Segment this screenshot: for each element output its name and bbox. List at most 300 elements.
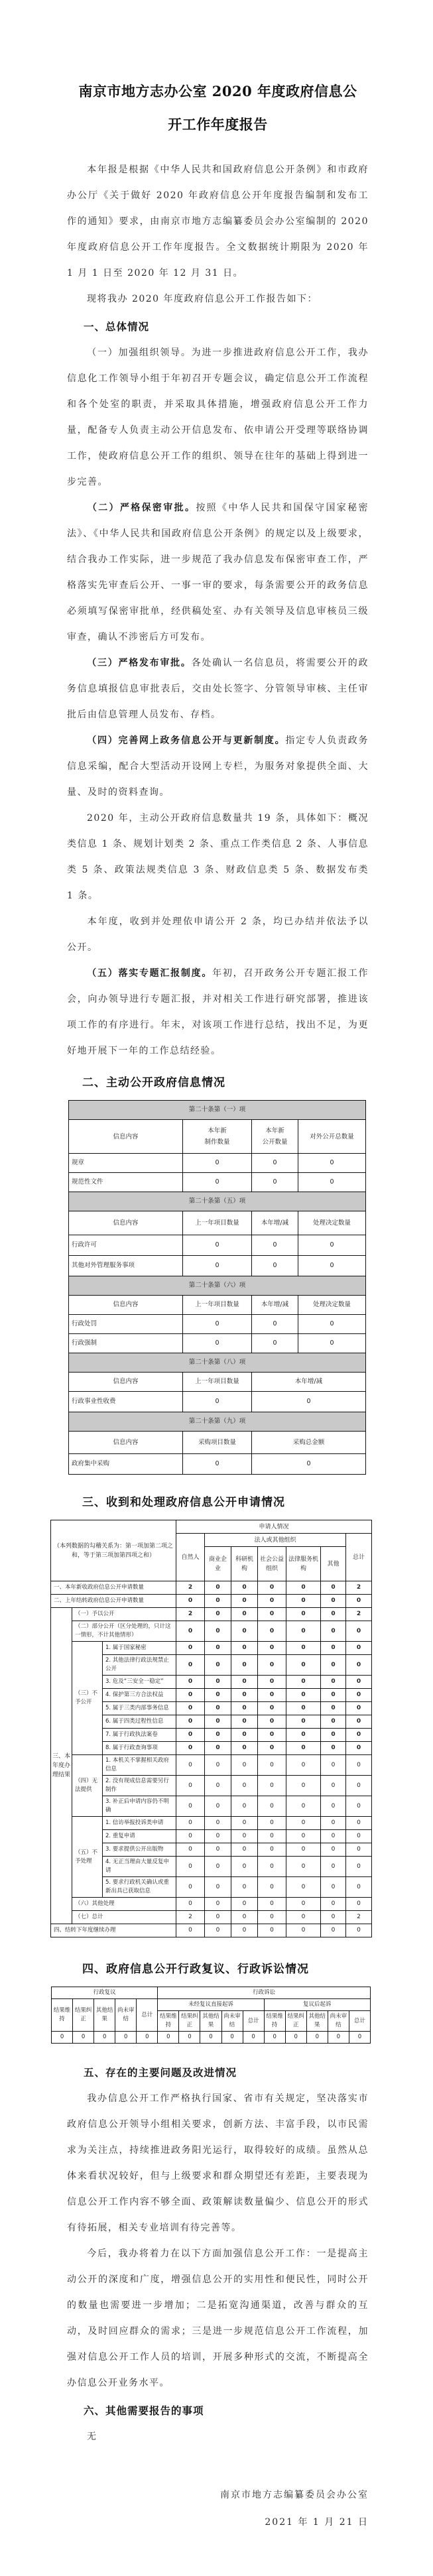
row-label: 3. 要求提供公开出版物 [103, 1843, 176, 1857]
value-cell: 0 [321, 1642, 346, 1655]
value-cell: 0 [137, 2032, 158, 2044]
value-cell: 0 [205, 1621, 231, 1642]
intro-paragraph [67, 157, 369, 286]
value-cell: 0 [349, 2032, 370, 2044]
value-cell: 0 [231, 1729, 258, 1742]
value-cell: 0 [205, 1924, 231, 1937]
value-cell: 0 [205, 1776, 231, 1796]
t6-cell: 行政处罚 [69, 1315, 183, 1334]
row-label: 3. 危及“三安全一稳定” [103, 1676, 176, 1689]
value-cell: 0 [176, 1776, 205, 1796]
col-header: 总计 [349, 2011, 370, 2032]
t5-header: 处理决定数量 [298, 1211, 366, 1235]
signature-org: 南京市地方志编纂委员会办公室 [220, 2490, 369, 2500]
value-cell: 0 [258, 1776, 286, 1796]
row-label: 2. 重复申请 [103, 1830, 176, 1843]
value-cell: 0 [321, 1857, 346, 1877]
value-cell: 0 [179, 2032, 200, 2044]
value-cell: 0 [258, 1857, 286, 1877]
value-cell: 0 [221, 2032, 243, 2044]
section1-heading: 一、总体情况 [84, 321, 150, 333]
row-label: 2. 其他法律行政法规禁止公开 [103, 1655, 176, 1676]
value-cell: 2 [176, 1608, 205, 1621]
intro2-paragraph [67, 286, 369, 312]
row-label: （二）部分公开（区分处理的，只计这一情形，不计其他情形） [72, 1621, 176, 1642]
value-cell: 0 [176, 1621, 205, 1642]
value-cell: 0 [231, 1595, 258, 1608]
value-cell: 0 [176, 1817, 205, 1830]
report-title [67, 75, 369, 141]
signature-block [67, 2482, 369, 2536]
row-label: （一）予以公开 [72, 1608, 176, 1621]
col-header: 科研机构 [231, 1547, 258, 1581]
value-cell: 0 [258, 1715, 286, 1729]
row-label: 2. 没有现成信息需要另行制作 [103, 1776, 176, 1796]
stats-paragraph [67, 806, 369, 909]
value-cell: 0 [286, 1676, 321, 1689]
value-cell: 0 [205, 1742, 231, 1755]
value-cell: 0 [286, 1830, 321, 1843]
value-cell: 0 [115, 2032, 137, 2044]
section1-item1 [67, 340, 369, 495]
value-cell: 0 [231, 1676, 258, 1689]
value-cell: 0 [286, 1702, 321, 1715]
col-header: 结果维持 [158, 2011, 179, 2032]
t8-caption: 第二十条第（八）项 [69, 1353, 366, 1373]
value-cell: 0 [286, 1857, 321, 1877]
section5-paragraph1 [67, 2086, 369, 2241]
report-title-line1: 南京市地方志办公室 2020 年度政府信息公 [78, 83, 357, 99]
row-label: 4. 无正当理由大量反复申请 [103, 1857, 176, 1877]
value-cell: 0 [286, 1924, 321, 1937]
col-header: 其他结果 [200, 2011, 221, 2032]
value-cell: 0 [258, 1621, 286, 1642]
value-cell: 0 [205, 1817, 231, 1830]
value-cell: 2 [346, 1608, 372, 1621]
intro-text: 本年报是根据《中华人民共和国政府信息公开条例》和市政府办公厅《关于做好 2020 年政府信息公开年度报告编制和发布工作的通知》要求，由南京市地方志编纂委员会办公室编制的 2020 年度政府信息公开工作年度报告。全文数据统计期限为 2020 年 1 月 1 日至 2020 年 12 月 31 日。 [67, 164, 369, 278]
value-cell: 0 [158, 2032, 179, 2044]
value-cell: 0 [231, 1898, 258, 1911]
t6-cell: 0 [183, 1315, 252, 1334]
review-header: 行政复议 [52, 1987, 158, 1999]
report-title-line2: 开工作年度报告 [168, 116, 268, 133]
value-cell: 0 [264, 2032, 285, 2044]
value-cell: 0 [176, 1843, 205, 1857]
value-cell: 0 [205, 1729, 231, 1742]
value-cell: 0 [205, 1689, 231, 1702]
section2-heading: 二、主动公开政府信息情况 [82, 1076, 225, 1089]
t6-cell: 0 [252, 1334, 298, 1353]
t6-cell: 0 [252, 1315, 298, 1334]
intro2-text: 现将我办 2020 年度政府信息公开工作报告如下： [87, 294, 318, 304]
value-cell: 0 [321, 1676, 346, 1689]
value-cell: 0 [258, 1924, 286, 1937]
table-row [69, 1315, 366, 1334]
t1-cell: 0 [298, 1154, 366, 1173]
row-label: 5. 属于三类内部事务信息 [103, 1702, 176, 1715]
value-cell: 0 [346, 1857, 372, 1877]
table-row [51, 1817, 372, 1830]
row-label: 8. 属于行政查询事项 [103, 1742, 176, 1755]
value-cell: 0 [286, 1655, 321, 1676]
value-cell: 0 [321, 1595, 346, 1608]
value-cell: 2 [346, 1581, 372, 1595]
table-row [51, 1581, 372, 1595]
value-cell: 0 [258, 1689, 286, 1702]
value-cell: 0 [321, 1898, 346, 1911]
row-label: （六）其他处理 [72, 1898, 176, 1911]
col-header: 社会公益组织 [258, 1547, 286, 1581]
value-cell: 0 [231, 1581, 258, 1595]
t1-cell: 规章 [69, 1154, 183, 1173]
value-cell: 0 [231, 1877, 258, 1898]
item1-text: 为进一步推进政府信息公开工作，我办信息化工作领导小组于年初召开专题会议，确定信息公开工作流程和各个处室的职责，并采取具体措施，增强政府信息公开工作力量，配备专人负责主动公开信息发布、依申请公开受理等联络协调工作，使政府信息公开工作的组织、领导在往年的基础上得到进一步完善。 [67, 347, 369, 487]
value-cell: 0 [285, 2032, 306, 2044]
table-row [51, 1924, 372, 1937]
col-header: 结果纠正 [179, 2011, 200, 2032]
value-cell: 0 [286, 1898, 321, 1911]
t9-cell: 政府集中采购 [69, 1454, 183, 1475]
group-label: 三、本年度办理结果 [51, 1608, 72, 1924]
value-cell: 0 [176, 1877, 205, 1898]
col-header: 其他结果 [94, 1999, 115, 2032]
row-label: 二、上年结转政府信息公开申请数量 [51, 1595, 176, 1608]
col-header: 总计 [243, 2011, 264, 2032]
proactive-disclosure-table [68, 1100, 366, 1475]
item2-text: 按照《中华人民共和国保守国家秘密法》、《中华人民共和国政府信息公开条例》的规定以及上级要求，结合我办工作实际，进一步规范了我办信息发布保密审查工作，严格落实先审查后公开、一事一审的要求，每条需要公开的政务信息必须填写保密审批单，经供稿处室、办有关领导及信息审核员三级审查，确认不涉密后方可发布。 [67, 503, 369, 643]
value-cell: 0 [321, 1715, 346, 1729]
col-header: 总计 [137, 1999, 158, 2032]
t5-cell: 0 [298, 1235, 366, 1256]
value-cell: 0 [321, 1581, 346, 1595]
table-row [51, 1608, 372, 1621]
value-cell: 0 [200, 2032, 221, 2044]
row-label: 6. 属于四类过程性信息 [103, 1715, 176, 1729]
value-cell: 0 [176, 1924, 205, 1937]
value-cell: 0 [321, 1608, 346, 1621]
value-cell: 0 [94, 2032, 115, 2044]
t6-cell: 行政强制 [69, 1334, 183, 1353]
table-row [51, 1898, 372, 1911]
value-cell: 0 [231, 1924, 258, 1937]
value-cell: 2 [346, 1911, 372, 1924]
t9-cell: 0 [183, 1454, 252, 1475]
value-cell: 0 [205, 1595, 231, 1608]
value-cell: 0 [258, 1796, 286, 1817]
col-header: 尚未审结 [221, 2011, 243, 2032]
value-cell: 0 [258, 1702, 286, 1715]
row-label: 7. 属于行政执法案卷 [103, 1729, 176, 1742]
value-cell: 0 [231, 1621, 258, 1642]
value-cell: 0 [205, 1755, 231, 1776]
corner-note: （本列数据的勾稽关系为：第一项加第二项之和，等于第三项加第四项之和） [51, 1520, 176, 1581]
value-cell: 0 [205, 1642, 231, 1655]
section1-item3 [67, 650, 369, 728]
value-cell: 0 [258, 1911, 286, 1924]
application-handling-table [50, 1520, 372, 1937]
table-row [69, 1235, 366, 1256]
t5-cell: 0 [298, 1256, 366, 1276]
value-cell: 0 [205, 1857, 231, 1877]
table-row [51, 1621, 372, 1642]
t6-header: 上一年项目数量 [183, 1296, 252, 1315]
value-cell: 0 [205, 1715, 231, 1729]
value-cell: 0 [231, 1776, 258, 1796]
col-header: 结果纠正 [285, 2011, 306, 2032]
subgroup-label: （五）不予处理 [72, 1817, 103, 1898]
section3-heading: 三、收到和处理政府信息公开申请情况 [82, 1496, 285, 1509]
value-cell: 0 [231, 1857, 258, 1877]
value-cell: 0 [321, 1924, 346, 1937]
value-cell: 0 [231, 1843, 258, 1857]
value-cell: 0 [306, 2032, 328, 2044]
value-cell: 0 [328, 2032, 349, 2044]
t6-header: 信息内容 [69, 1296, 183, 1315]
value-cell: 0 [346, 1742, 372, 1755]
value-cell: 0 [286, 1776, 321, 1796]
t1-cell: 0 [252, 1154, 298, 1173]
t1-header: 信息内容 [69, 1120, 183, 1154]
value-cell: 0 [258, 1817, 286, 1830]
section1-item4 [67, 728, 369, 806]
value-cell: 0 [346, 1924, 372, 1937]
value-cell: 0 [176, 1655, 205, 1676]
review-litigation-table [51, 1987, 371, 2044]
value-cell: 0 [258, 1595, 286, 1608]
row-label: 1. 属于国家秘密 [103, 1642, 176, 1655]
value-cell: 0 [346, 1655, 372, 1676]
t8-header: 信息内容 [69, 1373, 183, 1392]
t8-header: 上一年项目数量 [183, 1373, 252, 1392]
table-row [52, 2032, 371, 2044]
value-cell: 0 [231, 1689, 258, 1702]
t9-header: 信息内容 [69, 1432, 183, 1454]
table-row [51, 1755, 372, 1776]
value-cell: 0 [231, 1817, 258, 1830]
t5-cell: 行政许可 [69, 1235, 183, 1256]
table-row [51, 1642, 372, 1655]
value-cell: 0 [321, 1729, 346, 1742]
value-cell: 0 [346, 1898, 372, 1911]
col-header: 尚未审结 [115, 1999, 137, 2032]
apply-paragraph [67, 909, 369, 961]
t5-header: 本年增/减 [252, 1211, 298, 1235]
t8-cell: 0 [183, 1392, 252, 1412]
value-cell: 0 [258, 1898, 286, 1911]
t5-header: 信息内容 [69, 1211, 183, 1235]
value-cell: 0 [321, 1742, 346, 1755]
value-cell: 0 [176, 1689, 205, 1702]
value-cell: 0 [321, 1755, 346, 1776]
value-cell: 0 [346, 1729, 372, 1742]
value-cell: 0 [205, 1608, 231, 1621]
row-label: 1. 本机关不掌握相关政府信息 [103, 1755, 176, 1776]
col-header: 法律服务机构 [286, 1547, 321, 1581]
value-cell: 0 [231, 1715, 258, 1729]
value-cell: 0 [321, 1877, 346, 1898]
table-row [69, 1173, 366, 1192]
after-review-header: 复议后起诉 [264, 1999, 370, 2011]
value-cell: 0 [346, 1776, 372, 1796]
value-cell: 0 [258, 1608, 286, 1621]
section5-p1-text: 我办信息公开工作严格执行国家、省市有关规定，坚决落实市政府信息公开领导小组相关要求，创新方法、丰富手段，以市民需求为关注点，持续推进政务阳光运行，取得较好的成绩。虽然从总体来看状况较好，但与上级要求和群众期望还有差距，主要表现为信息公开工作内容不够全面、政策解读数量偏少、信息公开的形式有待拓展，相关专业培训有待完善等。 [67, 2093, 369, 2233]
value-cell: 0 [258, 1843, 286, 1857]
table-row [69, 1392, 366, 1412]
item4-lead: （四）完善网上政务信息公开与更新制度。 [87, 735, 286, 746]
t1-cell: 0 [252, 1173, 298, 1192]
stats-text: 2020 年，主动公开政府信息数量共 19 条，具体如下：概况类信息 1 条、规划计划类 2 条、重点工作类信息 2 条、人事信息类 5 条、政策法规类信息 3 条、财政信息类 5 条、数据发布类 1 条。 [67, 813, 369, 901]
value-cell: 0 [205, 1581, 231, 1595]
t5-cell: 0 [183, 1256, 252, 1276]
value-cell: 0 [346, 1642, 372, 1655]
item3-lead: （三）严格发布审批。 [87, 658, 192, 668]
value-cell: 0 [231, 1796, 258, 1817]
value-cell: 0 [258, 1655, 286, 1676]
value-cell: 0 [286, 1608, 321, 1621]
value-cell: 0 [346, 1877, 372, 1898]
value-cell: 0 [176, 1742, 205, 1755]
t6-header: 本年增/减 [252, 1296, 298, 1315]
value-cell: 0 [258, 1877, 286, 1898]
t8-header: 本年增/减 [252, 1373, 366, 1392]
value-cell: 0 [52, 2032, 73, 2044]
value-cell: 0 [321, 1911, 346, 1924]
table-row [51, 1911, 372, 1924]
section6-heading: 六、其他需要报告的事项 [84, 2405, 204, 2417]
value-cell: 0 [286, 1796, 321, 1817]
value-cell: 0 [286, 1642, 321, 1655]
row-label: 1. 信访举报投诉类申请 [103, 1817, 176, 1830]
item2-lead: （二）严格保密审批。 [87, 503, 196, 513]
t9-caption: 第二十条第（九）项 [69, 1412, 366, 1432]
value-cell: 0 [231, 1830, 258, 1843]
value-cell: 0 [258, 1755, 286, 1776]
value-cell: 0 [73, 2032, 94, 2044]
value-cell: 0 [205, 1830, 231, 1843]
item4-text: 指定专人负责政务信息采编，配合大型活动开设网上专栏，为服务对象提供全面、大量、及时的资料查询。 [67, 735, 369, 798]
t1-header: 本年新 制作数量 [183, 1120, 252, 1154]
col-header: 其他结果 [306, 2011, 328, 2032]
value-cell: 0 [205, 1676, 231, 1689]
value-cell: 0 [346, 1689, 372, 1702]
t5-header: 上一年项目数量 [183, 1211, 252, 1235]
value-cell: 2 [176, 1911, 205, 1924]
t9-cell: 0 [252, 1454, 366, 1475]
value-cell: 0 [258, 1581, 286, 1595]
row-label: 4. 保护第三方合法权益 [103, 1689, 176, 1702]
col-header: 尚未审结 [328, 2011, 349, 2032]
direct-suit-header: 未经复议直接起诉 [158, 1999, 264, 2011]
value-cell: 0 [258, 1642, 286, 1655]
value-cell: 0 [205, 1655, 231, 1676]
t5-cell: 0 [252, 1235, 298, 1256]
value-cell: 0 [286, 1843, 321, 1857]
section6-text: 无 [87, 2431, 97, 2442]
section1-item5 [67, 961, 369, 1064]
value-cell: 0 [176, 1857, 205, 1877]
value-cell: 0 [205, 1911, 231, 1924]
section4-heading: 四、政府信息公开行政复议、行政诉讼情况 [82, 1963, 309, 1976]
t9-header: 采购总金额 [252, 1432, 366, 1454]
t1-header: 对外公开总数量 [298, 1120, 366, 1154]
subgroup-label: （三）不予公开 [72, 1642, 103, 1755]
value-cell: 0 [346, 1595, 372, 1608]
value-cell: 0 [286, 1729, 321, 1742]
row-label: （七）总计 [72, 1911, 176, 1924]
t9-header: 采购项目数量 [183, 1432, 252, 1454]
value-cell: 0 [321, 1796, 346, 1817]
t1-cell: 规范性文件 [69, 1173, 183, 1192]
value-cell: 0 [243, 2032, 264, 2044]
value-cell: 0 [286, 1877, 321, 1898]
t6-header: 处理决定数量 [298, 1296, 366, 1315]
t8-cell: 0 [252, 1392, 366, 1412]
col-header: 结果维持 [264, 2011, 285, 2032]
value-cell: 0 [286, 1595, 321, 1608]
section6-paragraph [67, 2424, 369, 2450]
value-cell: 0 [176, 1898, 205, 1911]
section5-p2-text: 今后，我办将着力在以下方面加强信息公开工作：一是提高主动公开的深度和广度，增强信息公开的实用性和便民性，同时公开的数量也需要进一步增加；二是拓宽沟通渠道，改善与群众的互动，及时回应群众的需求；三是进一步规范信息公开工作流程，加强对信息公开工作人员的培训，开展多种形式的交流，不断提高全办信息公开业务水平。 [67, 2248, 369, 2388]
table-row [69, 1256, 366, 1276]
value-cell: 0 [321, 1689, 346, 1702]
col-header: 商业企业 [205, 1547, 231, 1581]
value-cell: 0 [321, 1817, 346, 1830]
value-cell: 0 [346, 1817, 372, 1830]
item3-text: 各处确认一名信息员，将需要公开的政务信息填报信息审批表后，交由处长签字、分管领导审核、主任审批后由信息管理人员发布、存档。 [67, 658, 369, 720]
t6-caption: 第二十条第（六）项 [69, 1276, 366, 1296]
table-row [69, 1154, 366, 1173]
legal-entity-header: 法人或其他组织 [205, 1534, 346, 1547]
t1-cell: 0 [183, 1154, 252, 1173]
value-cell: 0 [205, 1898, 231, 1911]
table-row [51, 1595, 372, 1608]
row-label: 一、本年新收政府信息公开申请数量 [51, 1581, 176, 1595]
col-header: 结果维持 [52, 1999, 73, 2032]
apply-text: 本年度，收到并处理依申请公开 2 条，均已办结并依法予以公开。 [67, 916, 369, 953]
value-cell: 0 [321, 1702, 346, 1715]
t1-caption: 第二十条第（一）项 [69, 1101, 366, 1120]
value-cell: 0 [231, 1755, 258, 1776]
t1-header: 本年新 公开数量 [252, 1120, 298, 1154]
value-cell: 0 [205, 1796, 231, 1817]
item5-lead: （五）落实专题汇报制度。 [87, 968, 213, 979]
value-cell: 0 [176, 1676, 205, 1689]
subgroup-label: （四）无法提供 [72, 1755, 103, 1817]
value-cell: 0 [286, 1581, 321, 1595]
value-cell: 0 [321, 1830, 346, 1843]
col-header: 结果纠正 [73, 1999, 94, 2032]
value-cell: 0 [346, 1702, 372, 1715]
value-cell: 0 [205, 1702, 231, 1715]
t5-cell: 0 [252, 1256, 298, 1276]
value-cell: 0 [346, 1843, 372, 1857]
value-cell: 0 [176, 1702, 205, 1715]
value-cell: 0 [286, 1911, 321, 1924]
value-cell: 0 [176, 1755, 205, 1776]
t5-cell: 其他对外管理服务事项 [69, 1256, 183, 1276]
value-cell: 0 [346, 1676, 372, 1689]
value-cell: 0 [176, 1715, 205, 1729]
value-cell: 0 [286, 1817, 321, 1830]
value-cell: 0 [286, 1715, 321, 1729]
value-cell: 0 [346, 1830, 372, 1843]
value-cell: 0 [321, 1655, 346, 1676]
t6-cell: 0 [183, 1334, 252, 1353]
value-cell: 0 [346, 1715, 372, 1729]
value-cell: 0 [176, 1830, 205, 1843]
t6-cell: 0 [298, 1315, 366, 1334]
row-label: 四、结转下年度继续办理 [51, 1924, 176, 1937]
